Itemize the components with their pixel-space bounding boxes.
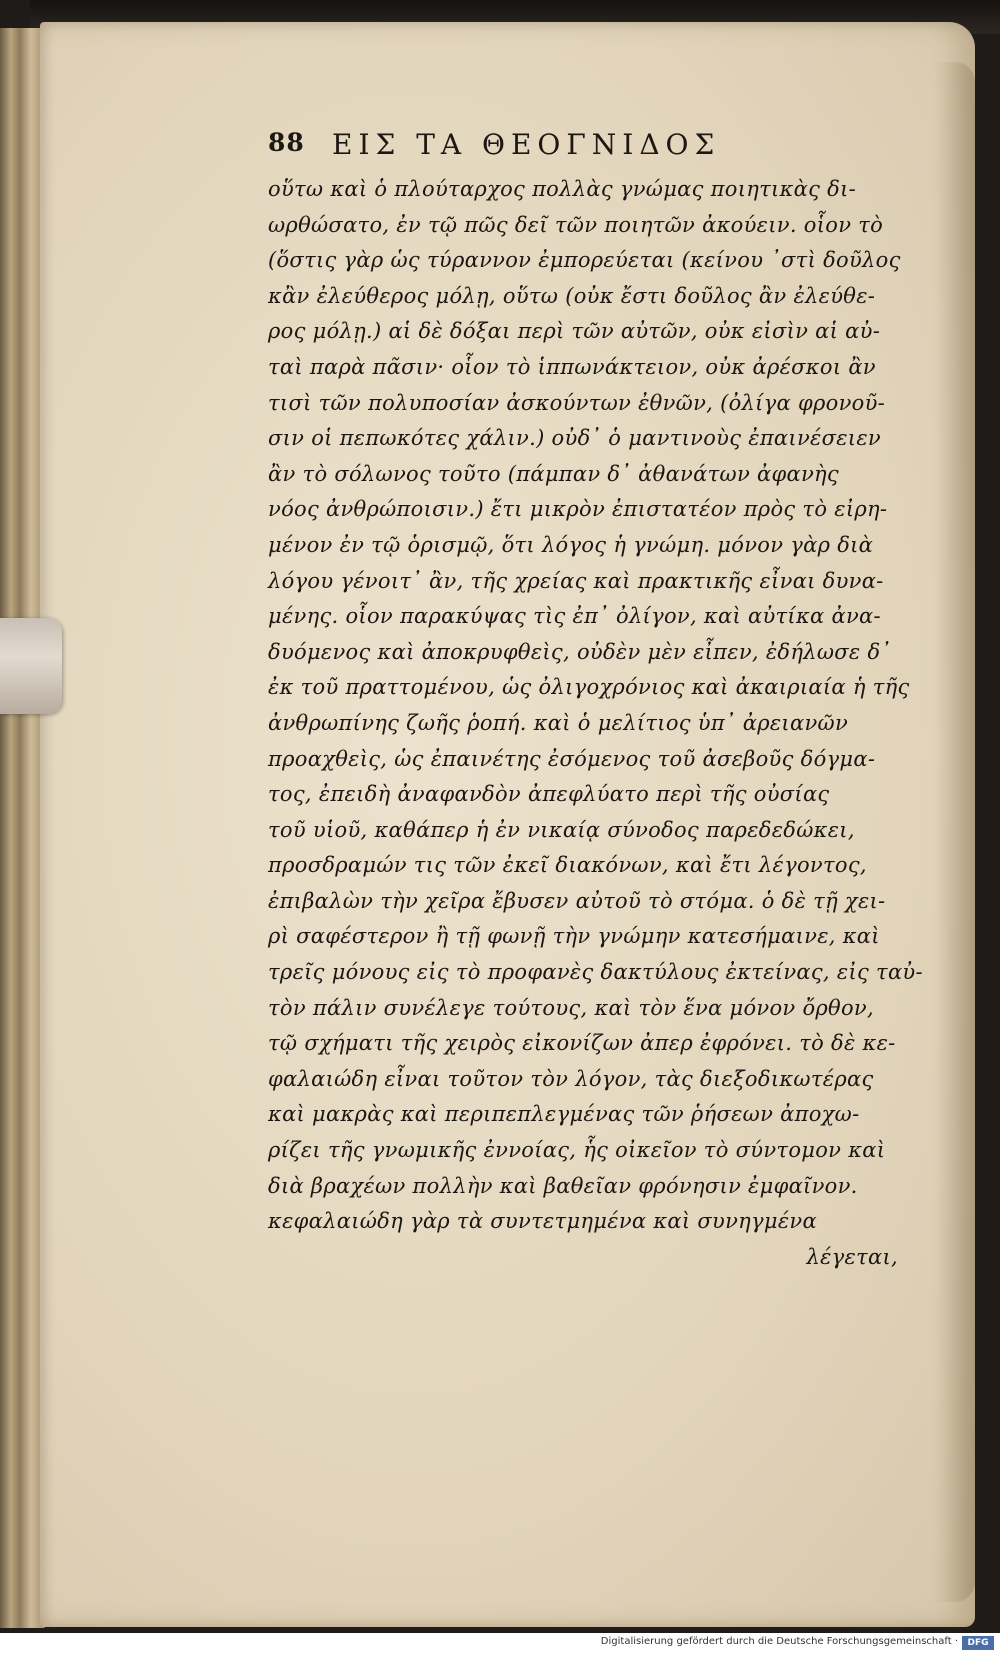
text-line: ρὶ σαφέστερον ἢ τῇ φωνῇ τὴν γνώμην κατεσήμαινε, καὶ <box>268 924 880 949</box>
text-line: ωρθώσατο, ἐν τῷ πῶς δεῖ τῶν ποιητῶν ἀκούειν. οἷον τὸ <box>268 212 884 237</box>
text-line: ρος μόλῃ.) αἱ δὲ δόξαι περὶ τῶν αὐτῶν, οὐκ εἰσὶν αἱ αὐ- <box>268 319 881 344</box>
text-line: λόγου γένοιτ᾽ ἂν, τῆς χρείας καὶ πρακτικῆς εἶναι δυνα- <box>268 568 884 593</box>
text-line: τὸν πάλιν συνέλεγε τούτους, καὶ τὸν ἕνα μόνον ὄρθον, <box>268 995 874 1020</box>
text-line: σιν οἱ πεπωκότες χάλιν.) οὐδ᾽ ὁ μαντινοὺς ἐπαινέσειεν <box>268 426 881 451</box>
text-line: τῷ σχήματι τῆς χειρὸς εἰκονίζων ἀπερ ἐφρόνει. τὸ δὲ κε- <box>268 1031 896 1056</box>
text-line: διὰ βραχέων πολλὴν καὶ βαθεῖαν φρόνησιν ἐμφαῖνον. <box>268 1173 858 1198</box>
page-curvature-shade <box>935 62 975 1602</box>
text-line: δυόμενος καὶ ἀποκρυφθεὶς, οὐδὲν μὲν εἶπεν, ἐδήλωσε δ᾽ <box>268 639 892 664</box>
text-line: φαλαιώδη εἶναι τοῦτον τὸν λόγον, τὰς διεξοδικωτέρας <box>268 1066 874 1091</box>
text-line: (ὅστις γὰρ ὡς τύραννον ἐμπορεύεται (κείνου ᾽στὶ δοῦλος <box>268 248 901 273</box>
text-line: μένης. οἷον παρακύψας τὶς ἐπ᾽ ὀλίγον, καὶ αὐτίκα ἀνα- <box>268 604 881 629</box>
text-line: τος, ἐπειδὴ ἀναφανδὸν ἀπεφλύατο περὶ τῆς οὐσίας <box>268 782 830 807</box>
text-line: προαχθεὶς, ὡς ἐπαινέτης ἐσόμενος τοῦ ἀσεβοῦς δόγμα- <box>268 746 876 771</box>
text-line-catchword: λέγεται, <box>806 1244 898 1269</box>
text-line: οὕτω καὶ ὁ πλούταρχος πολλὰς γνώμας ποιητικὰς δι- <box>268 177 857 201</box>
book-page-edges <box>0 28 45 1628</box>
text-line: καὶ μακρὰς καὶ περιπεπλεγμένας τῶν ῥήσεων ἀποχω- <box>268 1102 860 1127</box>
text-line: ἐπιβαλὼν τὴν χεῖρα ἔβυσεν αὐτοῦ τὸ στόμα. ὁ δὲ τῇ χει- <box>268 888 886 913</box>
text-line: κεφαλαιώδη γὰρ τὰ συντετμημένα καὶ συνηγμένα <box>268 1209 817 1234</box>
text-line: ρίζει τῆς γνωμικῆς ἐννοίας, ἧς οἰκεῖον τὸ σύντομον καὶ <box>268 1138 886 1163</box>
dfg-logo[interactable]: DFG <box>962 1636 994 1650</box>
funding-credit: Digitalisierung gefördert durch die Deutsche Forschungsgemeinschaft · <box>600 1636 958 1647</box>
text-line: ταὶ παρὰ πᾶσιν· οἷον τὸ ἱππωνάκτειον, οὐκ ἀρέσκοι ἂν <box>268 354 876 379</box>
text-line: ἀνθρωπίνης ζωῆς ῥοπή. καὶ ὁ μελίτιος ὑπ᾽ ἀρειανῶν <box>268 710 849 735</box>
text-line: προσδραμών τις τῶν ἐκεῖ διακόνων, καὶ ἔτι λέγοντος, <box>268 853 867 878</box>
text-line: ἐκ τοῦ πραττομένου, ὡς ὀλιγοχρόνιος καὶ ἀκαιριαία ἡ τῆς <box>268 675 910 700</box>
page-clip <box>0 618 62 714</box>
footer-bar <box>0 1633 1000 1653</box>
page-number: 88 <box>268 128 305 157</box>
text-line: νόος ἀνθρώποισιν.) ἔτι μικρὸν ἐπιστατέον πρὸς τὸ εἰρη- <box>268 497 888 522</box>
text-line: μένον ἐν τῷ ὁρισμῷ, ὅτι λόγος ἡ γνώμη. μόνον γὰρ διὰ <box>268 532 874 557</box>
page-header <box>268 128 828 172</box>
text-line: κἂν ἐλεύθερος μόλῃ, οὕτω (οὐκ ἔστι δοῦλος ἂν ἐλεύθε- <box>268 283 876 308</box>
text-line: ἂν τὸ σόλωνος τοῦτο (πάμπαν δ᾽ ἀθανάτων ἀφανὴς <box>268 461 839 486</box>
running-head: ΕΙΣ ΤΑ ΘΕΟΓΝΙΔΟΣ <box>332 128 721 161</box>
text-line: τρεῖς μόνους εἰς τὸ προφανὲς δακτύλους ἐκτείνας, εἰς ταὐ- <box>268 960 923 985</box>
text-line: τισὶ τῶν πολυποσίαν ἀσκούντων ἐθνῶν, (ὀλίγα φρονοῦ- <box>268 390 886 415</box>
body-text <box>268 172 938 1275</box>
text-line: τοῦ υἱοῦ, καθάπερ ἡ ἐν νικαίᾳ σύνοδος παρεδεδώκει, <box>268 817 855 842</box>
